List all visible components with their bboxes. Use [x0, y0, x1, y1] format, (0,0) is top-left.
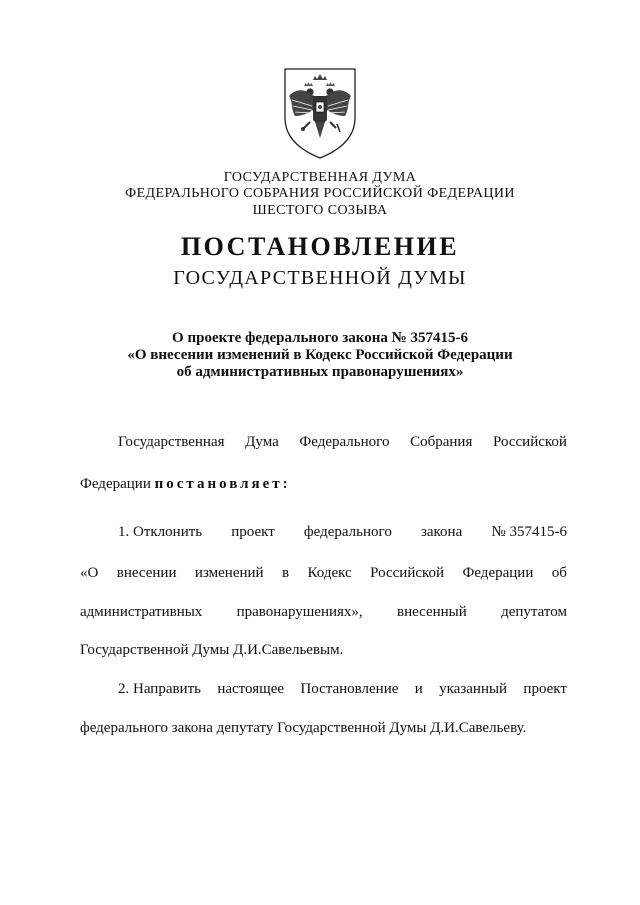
word: внесении	[116, 565, 177, 581]
word: Собрания	[410, 434, 473, 450]
word: и	[414, 681, 423, 697]
word: об	[551, 565, 567, 581]
word: Российской	[370, 565, 445, 581]
document-title: ПОСТАНОВЛЕНИЕ	[180, 232, 460, 261]
word: административных	[80, 604, 203, 620]
word: 2. Направить	[118, 681, 201, 697]
word: Постановление	[300, 681, 399, 697]
word: Российской	[493, 434, 567, 450]
word: федерального	[303, 524, 392, 540]
paragraph-1-line-4: Государственной Думы Д.И.Савельевым.	[80, 642, 344, 658]
word: изменений	[194, 565, 264, 581]
paragraph-2-line-1	[118, 680, 567, 698]
word: Федерального	[299, 434, 390, 450]
word: указанный	[439, 681, 508, 697]
word: закона	[420, 524, 463, 540]
intro-line-1	[118, 433, 567, 451]
word: Государственная	[118, 434, 225, 450]
word: «О	[80, 565, 99, 581]
word: в	[282, 565, 290, 581]
word: Дума	[245, 434, 279, 450]
subject-line-2: «О внесении изменений в Кодекс Российской Федерации	[127, 347, 513, 363]
word: Кодекс	[307, 565, 352, 581]
word: № 357415-6	[491, 524, 567, 540]
word: правонарушениях»,	[236, 604, 363, 620]
word: настоящее	[217, 681, 285, 697]
intro-line-2	[80, 475, 291, 493]
intro-prefix: Федерации	[80, 476, 151, 492]
subject-line-3: об административных правонарушениях»	[176, 364, 464, 380]
paragraph-1-line-3	[80, 603, 567, 621]
header-line-2: ФЕДЕРАЛЬНОГО СОБРАНИЯ РОССИЙСКОЙ ФЕДЕРАЦИИ	[125, 186, 515, 201]
word: внесенный	[396, 604, 467, 620]
word: проект	[523, 681, 567, 697]
paragraph-1-line-2	[80, 564, 567, 582]
subject-line-1: О проекте федерального закона № 357415-6	[172, 330, 468, 346]
word: Федерации	[462, 565, 534, 581]
document-subtitle: ГОСУДАРСТВЕННОЙ ДУМЫ	[173, 267, 467, 289]
word: проект	[231, 524, 275, 540]
paragraph-1-line-1	[118, 523, 567, 541]
word: депутатом	[501, 604, 567, 620]
header-line-3: ШЕСТОГО СОЗЫВА	[252, 203, 388, 218]
decree-verb: постановляет:	[154, 476, 291, 492]
coat-of-arms-emblem	[282, 66, 358, 162]
header-line-1: ГОСУДАРСТВЕННАЯ ДУМА	[223, 170, 417, 185]
word: 1. Отклонить	[118, 524, 203, 540]
paragraph-2-line-2: федерального закона депутату Государственной Думы Д.И.Савельеву.	[80, 720, 527, 736]
